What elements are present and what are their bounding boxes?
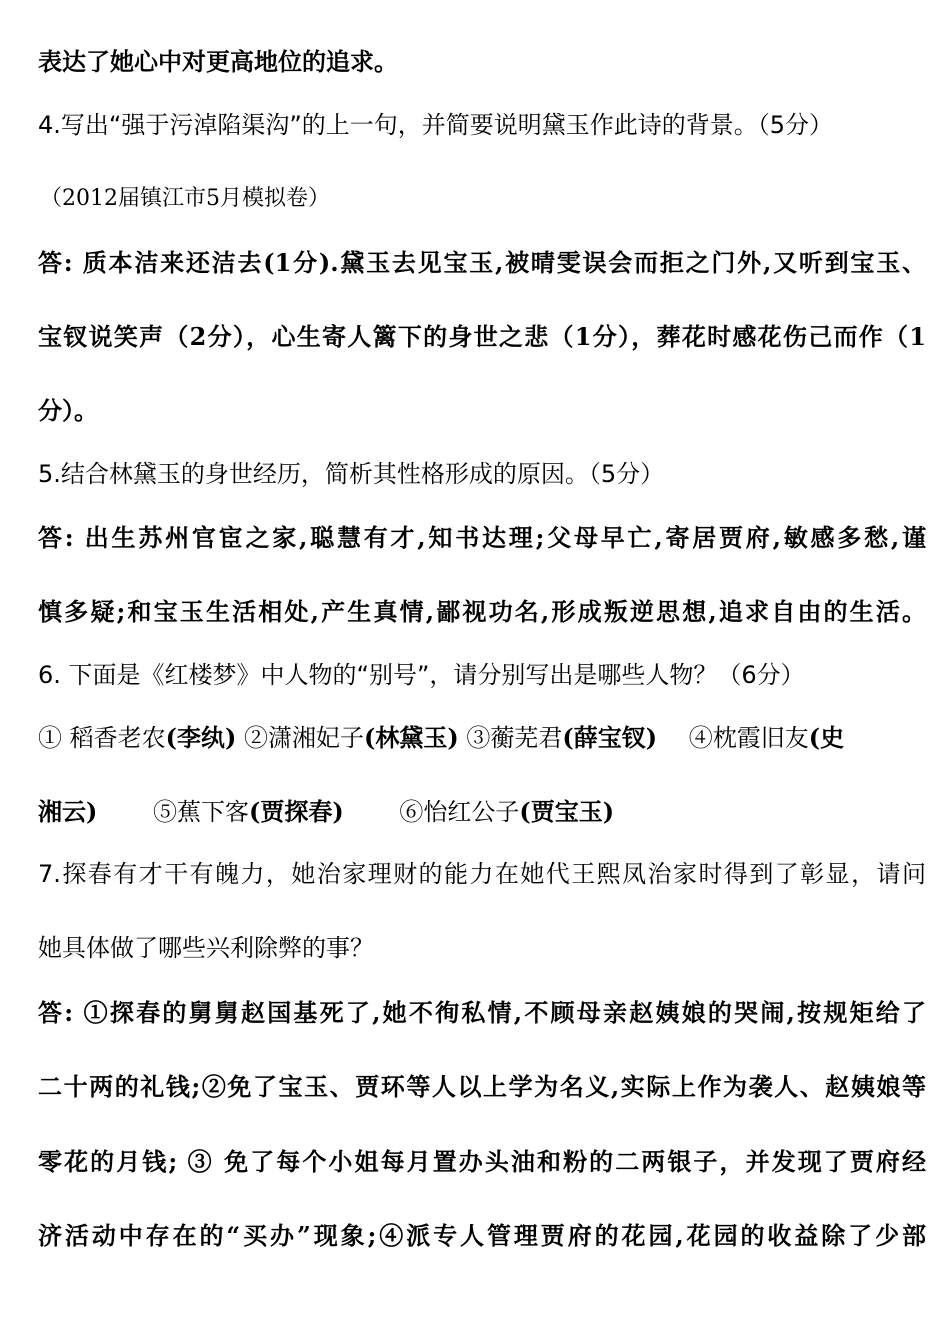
item-2-answer: (林黛玉) bbox=[364, 723, 459, 752]
answer-5-line-2: 慎多疑;和宝玉生活相处,产生真情,鄙视功名,形成叛逆思想,追求自由的生活。 bbox=[38, 597, 926, 626]
item-6-answer: (贾宝玉) bbox=[519, 797, 615, 826]
answer-3-tail: 表达了她心中对更高地位的追求。 bbox=[38, 47, 398, 76]
answer-5-line-1: 答: 出生苏州官宦之家,聪慧有才,知书达理;父母早亡,寄居贾府,敏感多愁,谨 bbox=[38, 523, 926, 552]
question-4: 4.写出“强于污淖陷渠沟”的上一句，并简要说明黛玉作此诗的背景。（5分） bbox=[38, 111, 834, 139]
question-6: 6. 下面是《红楼梦》中人物的“别号”，请分别写出是哪些人物？（6分） bbox=[38, 661, 805, 689]
answer-7-line-3: 零花的月钱; ③ 免了每个小姐每月置办头油和粉的二两银子，并发现了贾府经 bbox=[38, 1147, 926, 1176]
item-1-answer: (李纨) bbox=[165, 723, 237, 752]
item-6-label: ⑥怡红公子 bbox=[399, 798, 520, 826]
item-5-label: ⑤蕉下客 bbox=[153, 798, 249, 826]
question-7-line-2: 她具体做了哪些兴利除弊的事？ bbox=[38, 934, 374, 962]
item-4-answer-a: (史 bbox=[808, 723, 845, 752]
answer-7-line-1: 答: ①探春的舅舅赵国基死了,她不徇私情,不顾母亲赵姨娘的哭闹,按规矩给了 bbox=[38, 998, 926, 1027]
question-6-items-line-2 bbox=[38, 797, 926, 827]
question-6-items-line-1 bbox=[38, 723, 926, 753]
item-3-label: ③蘅芜君 bbox=[466, 724, 563, 752]
question-5: 5.结合林黛玉的身世经历，简析其性格形成的原因。（5分） bbox=[38, 460, 665, 488]
answer-7-line-2: 二十两的礼钱;②免了宝玉、贾环等人以上学为名义,实际上作为袭人、赵姨娘等 bbox=[38, 1072, 926, 1101]
answer-4-line-3: 分）。 bbox=[38, 396, 98, 425]
item-4-answer-b: 湘云) bbox=[38, 797, 98, 826]
answer-7-line-4: 济活动中存在的“买办”现象;④派专人管理贾府的花园,花园的收益除了少部 bbox=[38, 1221, 926, 1250]
question-7-line-1: 7.探春有才干有魄力，她治家理财的能力在她代王熙凤治家时得到了彰显，请问 bbox=[38, 860, 926, 888]
question-4-source: （2012届镇江市5月模拟卷） bbox=[40, 186, 330, 211]
answer-4-line-1: 答: 质本洁来还洁去(1分).黛玉去见宝玉,被晴雯误会而拒之门外,又听到宝玉、 bbox=[38, 248, 926, 277]
item-3-answer: (薛宝钗) bbox=[562, 723, 658, 752]
item-4-label: ④枕霞旧友 bbox=[688, 724, 809, 752]
item-1-label: ① 稻香老农 bbox=[38, 724, 166, 752]
answer-4-line-2: 宝钗说笑声（2分），心生寄人篱下的身世之悲（1分），葬花时感花伤己而作（1 bbox=[38, 322, 926, 351]
item-5-answer: (贾探春) bbox=[249, 797, 344, 826]
item-2-label: ②潇湘妃子 bbox=[244, 724, 364, 752]
